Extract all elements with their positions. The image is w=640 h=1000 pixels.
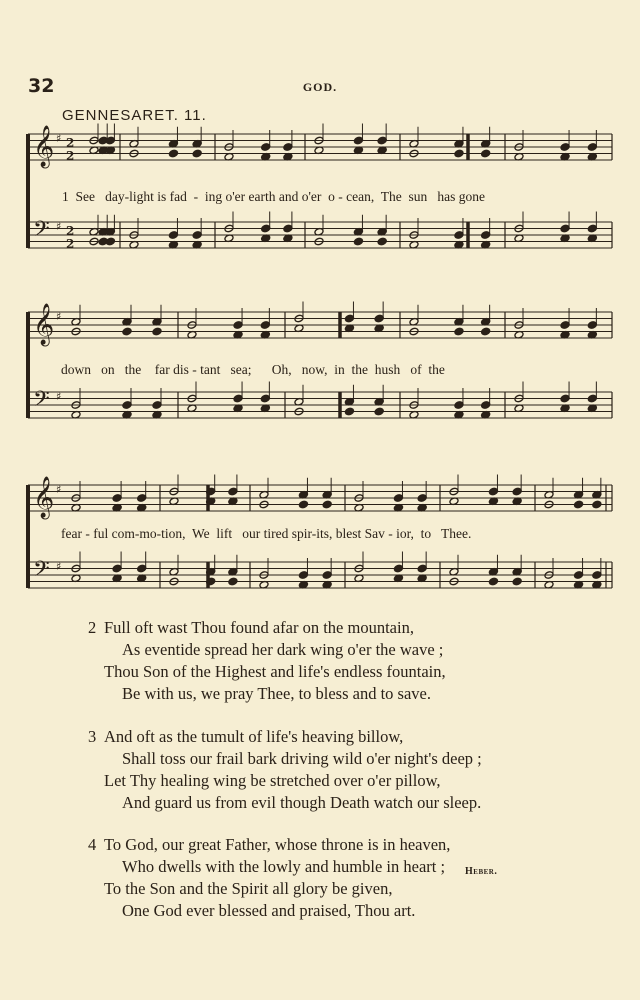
verse-line: To the Son and the Spirit all glory be given, <box>104 879 393 898</box>
notehead <box>152 327 162 336</box>
author-attribution: Heber. <box>465 866 498 877</box>
verse-line: Who dwells with the lowly and humble in heart ; <box>122 857 446 876</box>
key-signature-sharp: ♯ <box>56 390 62 403</box>
notehead <box>260 321 270 330</box>
notehead <box>488 487 498 496</box>
notehead <box>592 500 602 509</box>
notehead <box>454 149 464 158</box>
bass-clef-icon: 𝄢 <box>33 217 50 247</box>
notehead <box>481 149 491 158</box>
notehead <box>233 321 243 330</box>
notehead <box>122 327 132 336</box>
notehead <box>587 224 597 233</box>
notehead <box>228 487 238 496</box>
notehead <box>298 571 308 580</box>
notehead <box>417 494 427 503</box>
verse-line: Full oft wast Thou found afar on the mountain, <box>104 618 414 637</box>
notehead <box>122 401 132 410</box>
notehead <box>481 327 491 336</box>
notehead <box>168 231 178 240</box>
verse-line: One God ever blessed and praised, Thou art. <box>122 901 416 920</box>
verse-number: 4 <box>88 835 97 854</box>
lyrics-line-2: down on the far dis - tant sea; Oh, now, in the hush of the <box>61 362 445 377</box>
notehead <box>454 327 464 336</box>
time-signature-top: 2 <box>66 224 75 238</box>
notehead <box>322 571 332 580</box>
notehead <box>574 500 584 509</box>
notehead <box>560 224 570 233</box>
notehead <box>592 571 602 580</box>
key-signature-sharp: ♯ <box>56 310 62 323</box>
verse-number: 3 <box>88 727 97 746</box>
notehead <box>137 564 147 573</box>
verse-line: To God, our great Father, whose throne is in heaven, <box>104 835 451 854</box>
verse-line: Be with us, we pray Thee, to bless and to save. <box>122 684 432 703</box>
notehead <box>344 314 354 323</box>
notehead <box>377 136 387 145</box>
notehead <box>574 571 584 580</box>
notehead <box>587 394 597 403</box>
notehead <box>353 237 363 246</box>
notehead <box>322 500 332 509</box>
lyrics-line-3: fear - ful com-mo-tion, We lift our tired spir-its, blest Sav - ior, to Thee. <box>61 526 472 541</box>
treble-clef-icon: 𝄞 <box>33 477 55 518</box>
notehead <box>261 143 271 152</box>
verse-2 <box>88 617 446 705</box>
treble-clef-icon: 𝄞 <box>33 304 55 345</box>
verse-line: And oft as the tumult of life's heaving billow, <box>104 727 404 746</box>
verse-4 <box>88 834 450 922</box>
notehead <box>512 487 522 496</box>
notehead <box>481 401 491 410</box>
time-signature-top: 2 <box>66 136 75 150</box>
time-signature-bottom: 2 <box>66 149 75 163</box>
key-signature-sharp: ♯ <box>56 220 62 233</box>
notehead <box>560 321 570 330</box>
running-head: GOD. <box>302 80 338 94</box>
notehead <box>168 149 178 158</box>
verse-line: Thou Son of the Highest and life's endless fountain, <box>104 662 446 681</box>
notehead <box>393 564 403 573</box>
notehead <box>298 500 308 509</box>
treble-clef-icon: 𝄞 <box>33 126 55 167</box>
notehead <box>374 407 384 416</box>
notehead <box>283 143 293 152</box>
notehead <box>233 394 243 403</box>
bass-clef-icon: 𝄢 <box>33 557 50 587</box>
verse-number: 2 <box>88 618 97 637</box>
key-signature-sharp: ♯ <box>56 483 62 496</box>
notehead <box>192 231 202 240</box>
notehead <box>560 394 570 403</box>
notehead <box>454 231 464 240</box>
verse-line: Shall toss our frail bark driving wild o'er night's deep ; <box>122 749 482 768</box>
page-number: 32 <box>28 75 55 97</box>
verse-3 <box>88 726 482 814</box>
notehead <box>228 577 238 586</box>
notehead <box>261 224 271 233</box>
bass-clef-icon: 𝄢 <box>33 387 50 417</box>
verse-line: Let Thy healing wing be stretched over o'er pillow, <box>104 771 441 790</box>
notehead <box>454 401 464 410</box>
notehead <box>377 237 387 246</box>
key-signature-sharp: ♯ <box>56 560 62 573</box>
notehead <box>560 143 570 152</box>
notehead <box>417 564 427 573</box>
notehead <box>374 314 384 323</box>
lyrics-line-1: 1 See day-light is fad - ing o'er earth and o'er o - cean, The sun has gone <box>62 189 485 204</box>
notehead <box>283 224 293 233</box>
notehead <box>488 577 498 586</box>
notehead <box>393 494 403 503</box>
notehead <box>152 401 162 410</box>
notehead <box>112 564 122 573</box>
notehead <box>260 394 270 403</box>
notehead <box>112 494 122 503</box>
notehead <box>353 136 363 145</box>
notehead <box>105 237 115 246</box>
notehead <box>587 143 597 152</box>
notehead <box>344 407 354 416</box>
notehead <box>512 577 522 586</box>
notehead <box>192 149 202 158</box>
notehead <box>137 494 147 503</box>
key-signature-sharp: ♯ <box>56 132 62 145</box>
notehead <box>481 231 491 240</box>
verse-line: As eventide spread her dark wing o'er the wave ; <box>122 640 444 659</box>
notehead <box>587 321 597 330</box>
time-signature-bottom: 2 <box>66 237 75 251</box>
verse-line: And guard us from evil though Death watch our sleep. <box>122 793 482 812</box>
tune-name: GENNESARET. 11. <box>62 107 207 124</box>
